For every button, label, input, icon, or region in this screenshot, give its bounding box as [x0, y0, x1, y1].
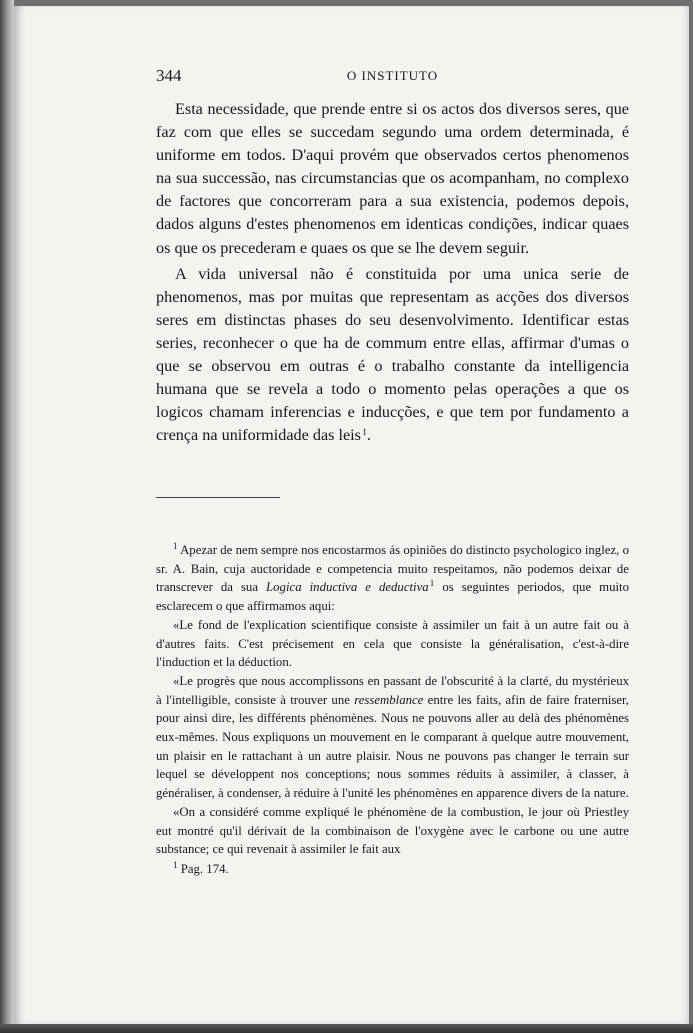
quote-text: entre les faits, afin de faire fraterniser, pour ainsi dire, les différents phénomènes. Nous ne pouvons aller au delà des phénomènes eux-mêmes. Nous expliquons un mouvement en le comparant à quelque autre mouvement, un plaisir en le rattachant à un autre plaisir. Nous ne pouvons pas changer le terrain sur lequel se développent nos conceptions; nous sommes réduits à assimiler, à classer, à généraliser, à condenser, à réduire à l'unité les phénomènes en apparence divers de la nature. [156, 692, 630, 801]
book-bottom-edge [0, 1024, 693, 1033]
footnote-text: Pag. 174. [180, 861, 229, 876]
footnote-text: Apezar de nem sempre nos encostarmos ás opiniões do distincto psychologico inglez, o sr. A. Bain, cuja auctoridade e competencia muito respeitamos, não podemos deixar de transcrever da sua [156, 543, 629, 595]
footnote-block [156, 541, 629, 879]
main-text [156, 98, 629, 447]
page-header [156, 66, 629, 88]
paragraph-text: Esta necessidade, que prende entre si os actos dos diversos seres, que faz com que elles se succedam segundo uma ordem determinada, é uniforme em todos. D'aqui provém que observados certos phenomenos na sua successão, nas circumstancias que os acompanham, no complexo de factores que concorreram para a sua existencia, podemos depois, dados alguns d'estes phenomenos em identicas condições, indicar quaes os que os precederam e quaes os que se lhe devem seguir. [156, 100, 629, 257]
bottom-footnote [156, 860, 629, 879]
paragraph [156, 263, 629, 448]
paragraph [156, 98, 629, 260]
book-gutter-edge [0, 0, 14, 1033]
footnote-reference: 1 [362, 427, 367, 438]
footnote-paragraph [156, 541, 629, 616]
quote-text: «On a considéré comme expliqué le phénomène de la combustion, le jour où Priestley eut montré qu'il dérivait de la combinaison de l'oxygène avec le carbone ou une autre substance; ce qui revenait à assimiler le fait aux [156, 804, 629, 857]
quoted-paragraph [156, 616, 629, 672]
page-number: 344 [156, 66, 182, 85]
quoted-paragraph [156, 672, 629, 803]
footnote-reference: 1 [429, 578, 435, 589]
footnote-marker: 1 [173, 859, 178, 870]
quote-text: «Le progrès que nous accomplissons en passant de l'obscurité à la clarté, du mystérieux à l'intelligible, consiste à trouver une [156, 673, 629, 707]
quoted-paragraph [156, 803, 629, 859]
paragraph-end: . [366, 426, 371, 445]
running-title: O INSTITUTO [346, 68, 439, 83]
footnote-marker: 1 [173, 541, 178, 551]
footnote-text: os seguintes periodos, que muito esclarecem o que affirmamos aqui: [156, 580, 630, 614]
paragraph-text: A vida universal não é constituida por uma unica serie de phenomenos, mas por muitas que representam as acções dos diversos seres em distinctas phases do seu desenvolvimento. Identificar estas series, reconhecer o que ha de commum entre ellas, affirmar d'umas o que se observou em outras é o trabalho constante da intelligencia humana que se revela a todo o momento pelas operações a que os logicos chamam inferencias e inducções, e que tem por fundamento a crença na uniformidade das leis [156, 264, 629, 445]
italic-term: ressemblance [354, 692, 424, 707]
quote-text: «Le fond de l'explication scientifique consiste à assimiler un fait à un autre fait ou à d'autres faits. C'est précisement en cela que consiste la généralisation, c'est-à-dire l'induction et la déduction. [156, 617, 629, 670]
cited-book-title: Logica inductiva e deductiva [266, 580, 429, 595]
footnote-divider [156, 497, 280, 498]
